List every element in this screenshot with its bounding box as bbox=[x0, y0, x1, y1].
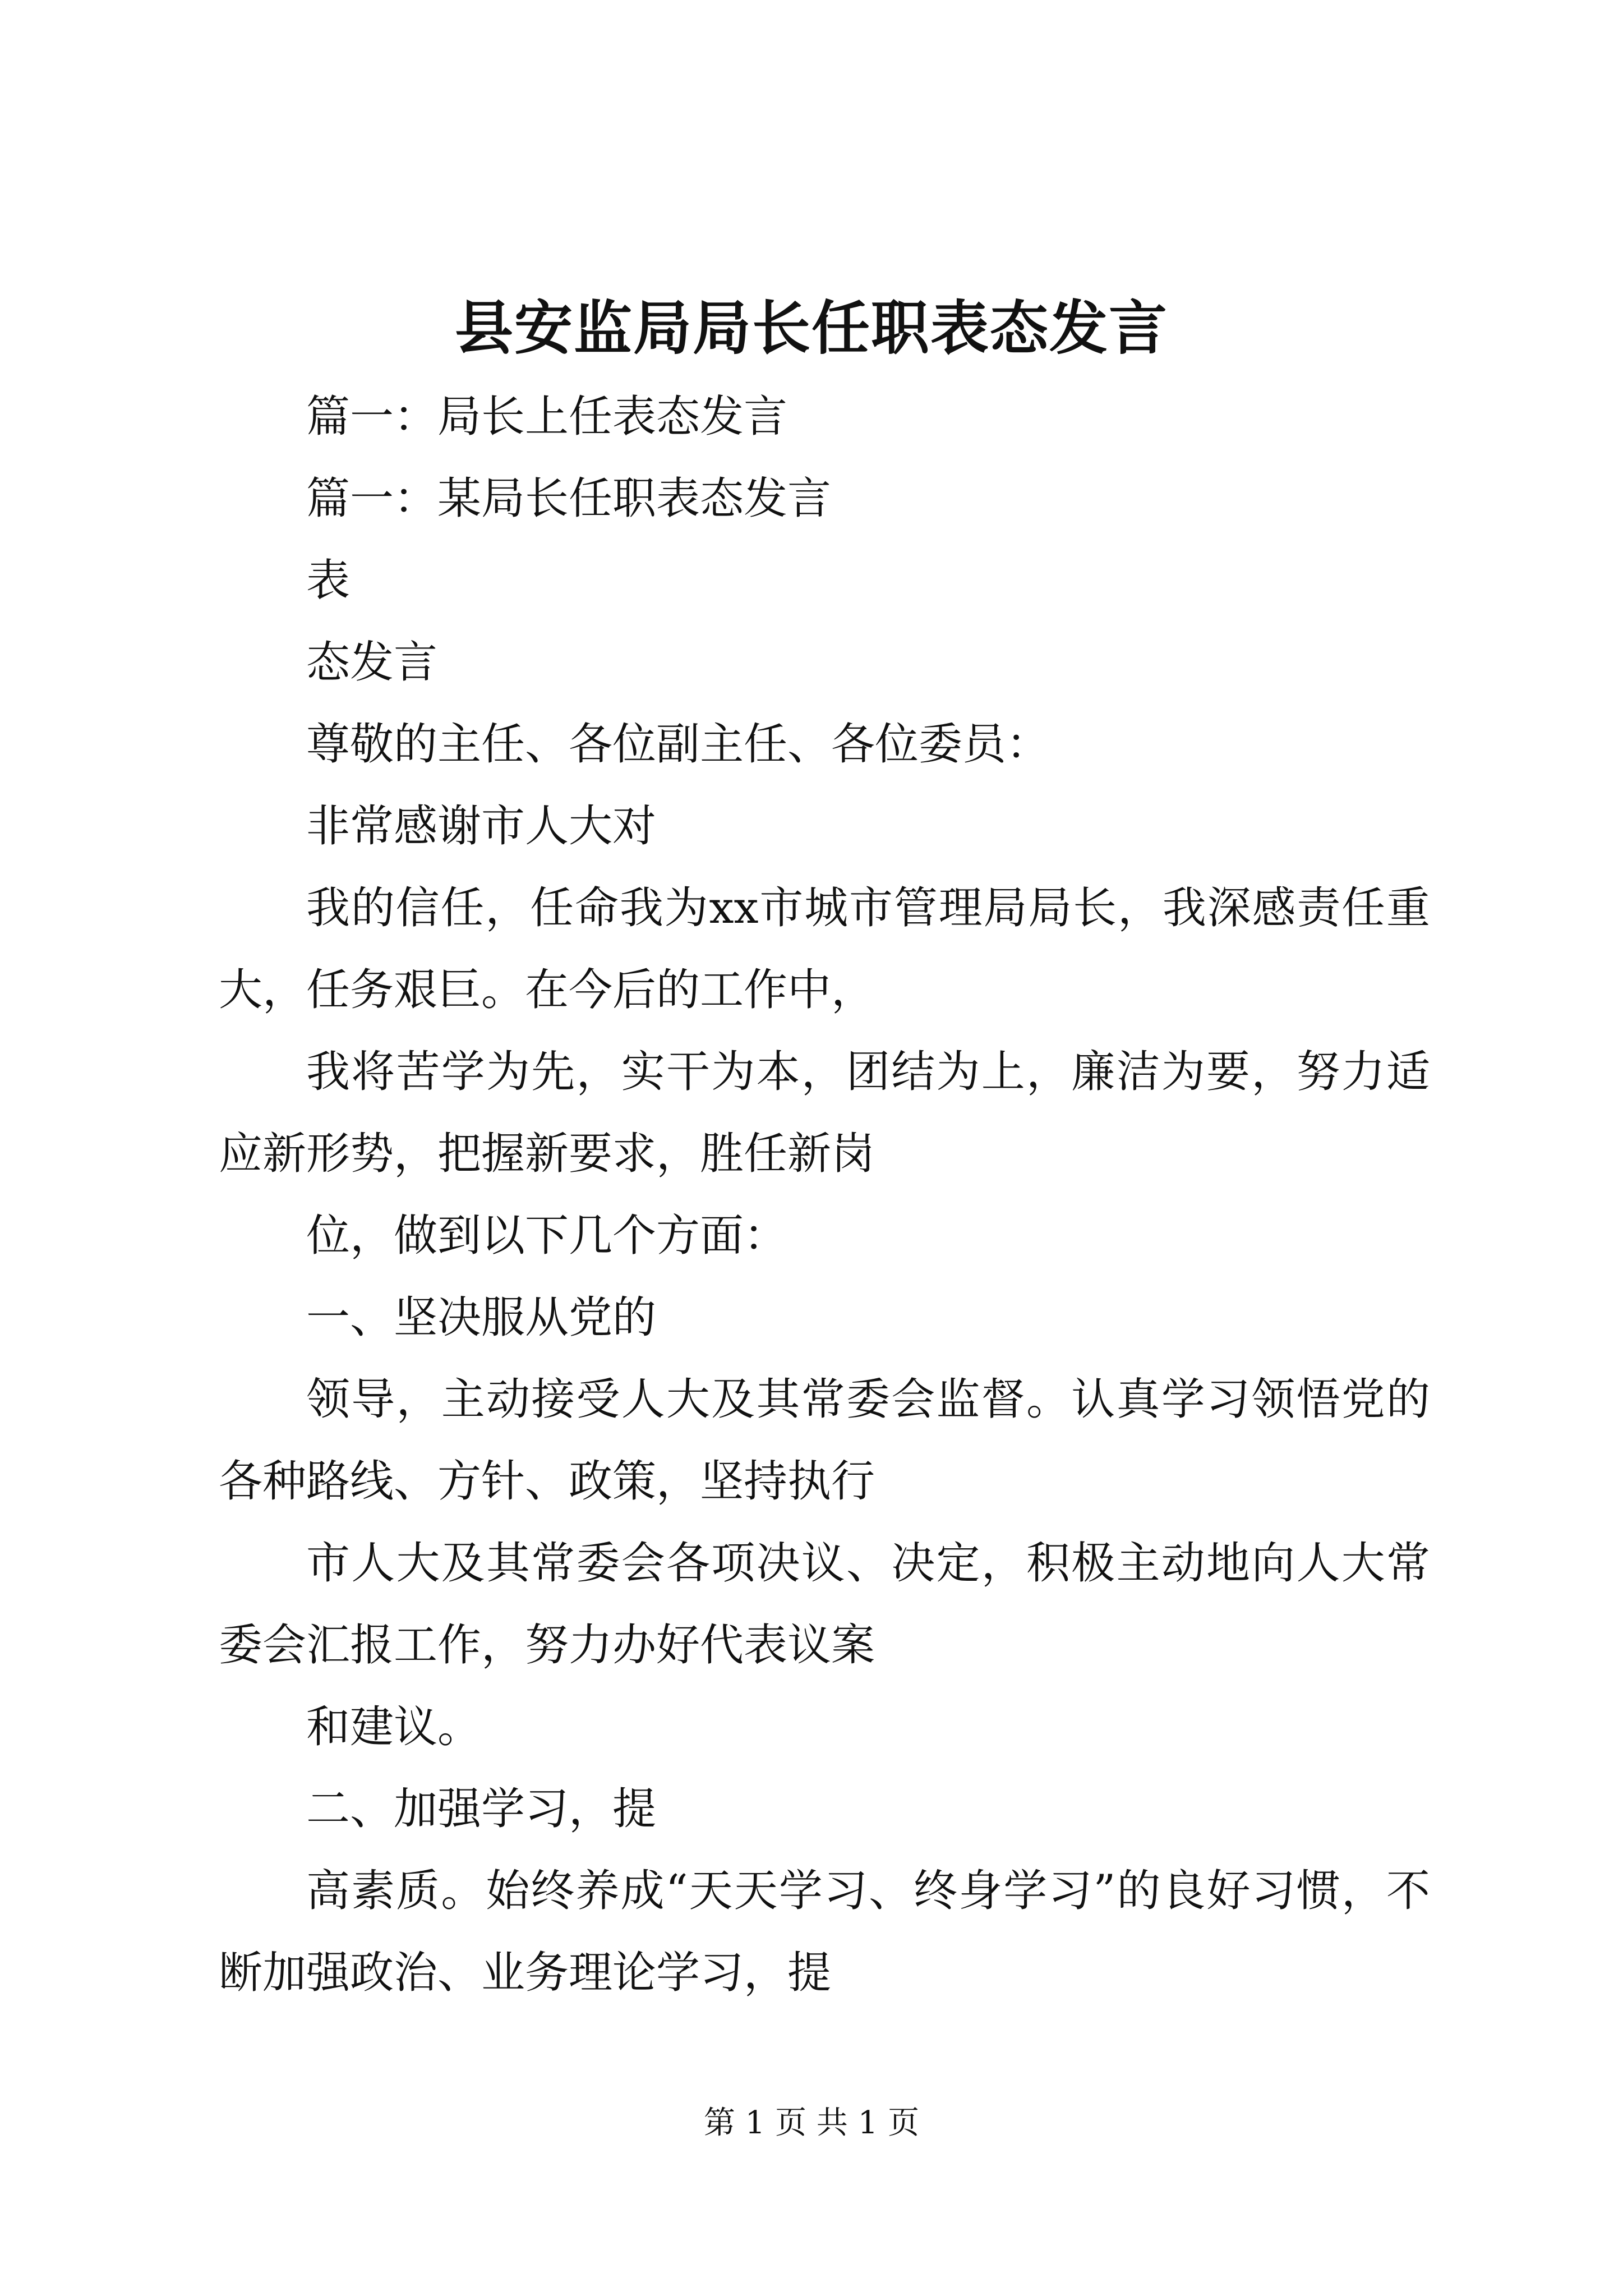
paragraph: 篇一：局长上任表态发言 bbox=[306, 392, 788, 442]
document-body bbox=[219, 376, 1430, 2014]
paragraph: 尊敬的主任、各位副主任、各位委员： bbox=[306, 719, 1050, 770]
paragraph: 态发言 bbox=[306, 637, 438, 688]
paragraph: 二、加强学习，提 bbox=[306, 1784, 657, 1834]
paragraph: 表 bbox=[306, 555, 351, 606]
page-footer: 第 1 页 共 1 页 bbox=[703, 2105, 920, 2141]
paragraph: 领导，主动接受人大及其常委会监督。认真学习领悟党的各种路线、方针、政策，坚持执行 bbox=[219, 1374, 1430, 1507]
paragraph: 篇一：某局长任职表态发言 bbox=[306, 473, 832, 524]
paragraph: 我将苦学为先，实干为本，团结为上，廉洁为要，努力适应新形势，把握新要求，胜任新岗 bbox=[219, 1047, 1430, 1179]
paragraph: 高素质。始终养成“天天学习、终身学习”的良好习惯，不断加强政治、业务理论学习，提 bbox=[219, 1866, 1430, 1998]
paragraph: 市人大及其常委会各项决议、决定，积极主动地向人大常委会汇报工作，努力办好代表议案 bbox=[219, 1538, 1430, 1671]
paragraph: 和建议。 bbox=[306, 1702, 482, 1752]
paragraph: 位，做到以下几个方面： bbox=[306, 1211, 788, 1261]
paragraph: 非常感谢市人大对 bbox=[306, 801, 657, 852]
document-title: 县安监局局长任职表态发言 bbox=[454, 293, 1168, 362]
paragraph: 一、坚决服从党的 bbox=[306, 1292, 657, 1343]
paragraph: 我的信任，任命我为xx市城市管理局局长，我深感责任重大，任务艰巨。在今后的工作中， bbox=[219, 883, 1430, 1015]
